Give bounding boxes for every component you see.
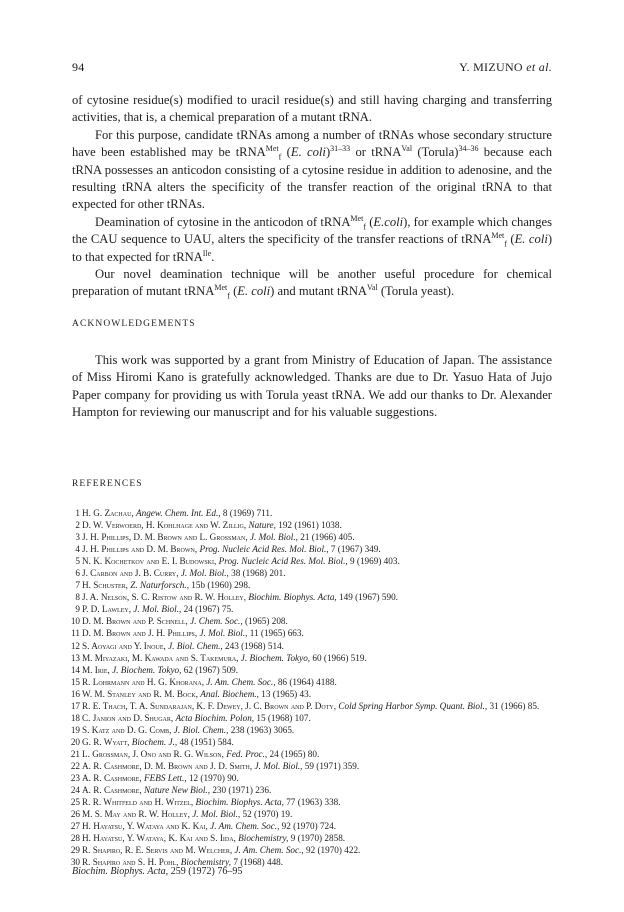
reference-number: 29	[70, 845, 80, 856]
body-paragraph-3: Deamination of cytosine in the anticodon of tRNA$^{Met}_f$ (E.coli), for example which changes the CAU sequence to UAU, alters the specificity of the transfer reactions of tRNA$^{Met}_f$ (E. coli) to that expected for tRNA$^{Ile}$.	[72, 213, 553, 264]
reference-number: 7	[75, 580, 80, 591]
reference-authors: P. D. Lawley,	[82, 604, 132, 615]
reference-number: 9	[75, 604, 80, 615]
reference-volume: 149 (1967) 590.	[336, 592, 398, 603]
reference-journal: Biochim. Biophys. Acta,	[195, 797, 284, 808]
reference-number: 1	[75, 508, 80, 518]
reference-journal: J. Biochem. Tokyo,	[112, 664, 182, 675]
reference-authors: D. M. Brown and P. Schnell,	[82, 616, 188, 627]
reference-number: 16	[70, 688, 80, 699]
reference-authors: S. Aoyagi and Y. Inoue,	[82, 640, 166, 651]
reference-journal: Prog. Nucleic Acid Res. Mol. Biol.,	[218, 556, 348, 567]
reference-authors: R. E. Thach, T. A. Sundarajan, K. F. Dewey, J. C. Brown and P. Doty,	[82, 700, 337, 711]
reference-item	[72, 676, 558, 688]
reference-journal: Biochim. Biophys. Acta,	[248, 592, 337, 603]
reference-item	[72, 844, 558, 856]
reference-volume: 21 (1966) 405.	[297, 532, 355, 543]
reference-number: 4	[75, 544, 80, 555]
journal-footer: Biochim. Biophys. Acta, 259 (1972) 76–95	[72, 866, 243, 877]
reference-journal: Nature New Biol.,	[144, 785, 211, 796]
reference-volume: 52 (1970) 19.	[240, 809, 293, 820]
reference-item	[72, 796, 558, 808]
reference-authors: M. Miyazaki, M. Kawada and S. Takemura,	[82, 652, 239, 663]
reference-item	[72, 640, 558, 652]
reference-authors: A. R. Cashmore,	[82, 785, 142, 796]
reference-authors: A. R. Cashmore, D. M. Brown and J. D. Smith,	[82, 760, 253, 771]
reference-journal: J. Mol. Biol.,	[254, 760, 303, 771]
reference-authors: H. Schuster,	[82, 580, 128, 591]
reference-volume: (1965) 208.	[242, 616, 288, 627]
reference-journal: J. Mol. Biol.,	[133, 604, 182, 615]
reference-journal: Fed. Proc.,	[226, 748, 268, 759]
reference-volume: 60 (1966) 519.	[310, 652, 367, 663]
reference-journal: Z. Naturforsch.,	[130, 580, 189, 591]
reference-item	[72, 591, 558, 603]
reference-volume: 59 (1971) 359.	[302, 760, 360, 771]
reference-number: 23	[70, 773, 80, 784]
reference-number: 14	[70, 664, 80, 675]
reference-authors: H. Hayatsu, Y. Wataya and K. Kai,	[82, 821, 208, 832]
reference-number: 24	[70, 785, 80, 796]
reference-journal: Acta Biochim. Polon,	[175, 712, 255, 723]
reference-journal: J. Biochem. Tokyo,	[240, 652, 311, 663]
reference-item	[72, 688, 558, 700]
reference-number: 27	[70, 821, 80, 832]
reference-journal: Prog. Nucleic Acid Res. Mol. Biol.,	[199, 544, 329, 555]
reference-authors: H. Hayatsu, Y. Wataya, K. Kai and S. Iida,	[82, 833, 236, 844]
reference-volume: 92 (1970) 422.	[303, 845, 361, 856]
reference-journal: J. Biol. Chem.,	[173, 724, 229, 735]
reference-volume: 238 (1963) 3065.	[228, 724, 295, 735]
reference-authors: M. Irie,	[82, 664, 110, 675]
reference-journal: FEBS Lett.,	[144, 773, 187, 784]
reference-journal: J. Am. Chem. Soc.,	[206, 676, 276, 687]
reference-item	[72, 519, 558, 531]
body-paragraph-4: Our novel deamination technique will be another useful procedure for chemical preparation of mutant tRNA$^{Met}_f$ (E. coli) and mutant tRNA$^{Val}$ (Torula yeast).	[72, 267, 552, 301]
reference-item	[72, 712, 558, 724]
reference-volume: 31 (1966) 85.	[487, 700, 540, 711]
reference-authors: J. Carbon and J. B. Curry,	[82, 568, 179, 579]
reference-volume: 24 (1965) 80.	[267, 748, 320, 759]
reference-number: 12	[70, 640, 80, 651]
reference-journal: Anal. Biochem.,	[200, 688, 259, 699]
reference-authors: C. Janion and D. Shugar,	[82, 712, 174, 723]
reference-volume: 7 (1967) 349.	[328, 544, 381, 555]
reference-authors: L. Grossman, J. Ono and R. G. Wilson,	[82, 748, 224, 759]
reference-item	[72, 615, 558, 627]
reference-journal: J. Am. Chem. Soc.,	[234, 845, 304, 856]
reference-volume: 8 (1969) 711.	[220, 508, 273, 518]
reference-volume: 192 (1961) 1038.	[275, 520, 342, 531]
reference-item	[72, 664, 558, 676]
reference-authors: R. R. Whitfeld and H. Witzel,	[82, 797, 194, 808]
reference-item	[72, 772, 558, 784]
reference-number: 19	[70, 724, 80, 735]
reference-number: 21	[70, 748, 80, 759]
reference-volume: 12 (1970) 90.	[186, 773, 239, 784]
acknowledgements-heading: ACKNOWLEDGEMENTS	[72, 319, 196, 329]
body-paragraph-1: of cytosine residue(s) modified to uracil residue(s) and still having charging and transferring activities, that is, a chemical preparation of a mutant tRNA.	[72, 93, 552, 125]
reference-authors: J. H. Phillips and D. M. Brown,	[82, 544, 198, 555]
reference-item	[72, 820, 558, 832]
reference-number: 8	[75, 592, 80, 603]
reference-list	[72, 507, 558, 868]
reference-number: 11	[71, 628, 80, 639]
reference-number: 13	[70, 652, 80, 663]
references-heading: REFERENCES	[72, 479, 143, 489]
reference-volume: 7 (1968) 448.	[231, 857, 284, 868]
reference-journal: Cold Spring Harbor Symp. Quant. Biol.,	[338, 700, 488, 711]
reference-item	[72, 784, 558, 796]
reference-volume: 230 (1971) 236.	[210, 785, 272, 796]
reference-volume: 86 (1964) 4188.	[275, 676, 337, 687]
reference-authors: N. K. Kochetkov and E. I. Budowski,	[82, 556, 217, 567]
reference-volume: 9 (1970) 2858.	[288, 833, 346, 844]
reference-journal: J. Biol. Chem.,	[168, 640, 223, 651]
reference-item	[72, 579, 558, 591]
body-text	[72, 92, 552, 301]
reference-number: 5	[75, 556, 80, 567]
reference-number: 28	[70, 833, 80, 844]
reference-item	[72, 555, 558, 567]
reference-journal: Angew. Chem. Int. Ed.,	[136, 508, 221, 518]
reference-item	[72, 531, 558, 543]
reference-journal: J. Am. Chem. Soc.,	[210, 821, 280, 832]
reference-volume: 24 (1967) 75.	[181, 604, 234, 615]
reference-volume: 11 (1965) 663.	[247, 628, 304, 639]
reference-number: 18	[70, 712, 80, 723]
reference-number: 30	[70, 857, 80, 868]
reference-journal: Biochemistry,	[180, 857, 232, 868]
running-author: Y. MIZUNO et al.	[459, 60, 552, 74]
page-number: 94	[72, 60, 85, 74]
reference-item	[72, 808, 558, 820]
reference-number: 17	[70, 700, 80, 711]
reference-volume: 15b (1960) 298.	[189, 580, 251, 591]
reference-number: 25	[70, 797, 80, 808]
reference-volume: 243 (1968) 514.	[222, 640, 284, 651]
reference-journal: Biochemistry,	[238, 833, 289, 844]
reference-journal: Nature,	[248, 520, 276, 531]
reference-authors: W. M. Stanley and R. M. Bock,	[82, 688, 198, 699]
reference-item	[72, 543, 558, 555]
reference-journal: J. Mol. Biol.,	[180, 568, 229, 579]
reference-volume: 38 (1968) 201.	[228, 568, 286, 579]
reference-volume: 62 (1967) 509.	[181, 664, 239, 675]
reference-item	[72, 832, 558, 844]
reference-journal: J. Mol. Biol.,	[249, 532, 298, 543]
reference-authors: D. W. Verwoerd, H. Kohlhage and W. Zillig,	[82, 520, 247, 531]
reference-authors: S. Katz and D. G. Comb,	[82, 724, 172, 735]
reference-journal: Biochem. J.,	[131, 736, 178, 747]
reference-volume: 9 (1969) 403.	[347, 556, 400, 567]
reference-item	[72, 507, 558, 519]
reference-item	[72, 603, 558, 615]
reference-volume: 15 (1968) 107.	[254, 712, 311, 723]
reference-number: 26	[70, 809, 80, 820]
reference-number: 20	[70, 736, 80, 747]
reference-item	[72, 748, 558, 760]
reference-item	[72, 700, 558, 712]
running-head	[72, 60, 552, 76]
reference-item	[72, 736, 558, 748]
reference-number: 15	[70, 676, 80, 687]
reference-item	[72, 567, 558, 579]
reference-authors: J. A. Nelson, S. C. Ristow and R. W. Holley,	[82, 592, 247, 603]
reference-authors: J. H. Phillips, D. M. Brown and L. Grossman,	[82, 532, 248, 543]
reference-volume: 92 (1970) 724.	[279, 821, 337, 832]
reference-journal: J. Mol. Biol.,	[192, 809, 241, 820]
body-paragraph-2: For this purpose, candidate tRNAs among a number of tRNAs whose secondary structure have been established may be tRNA$^{Met}_f$ (E. coli)$^{31-33}$ or tRNA$^{Val}$ (Torula)$^{34-36}$ because each tRNA possesses an anticodon consisting of a cytosine residue in addition to adenosine, and the resulting tRNA alters the specificity of the transfer reaction of the original tRNA to that expected for other tRNAs.	[72, 127, 553, 212]
reference-authors: D. M. Brown and J. H. Phillips,	[82, 628, 198, 639]
reference-authors: G. R. Wyatt,	[82, 736, 130, 747]
reference-number: 6	[75, 568, 80, 579]
reference-item	[72, 652, 558, 664]
reference-number: 22	[70, 760, 80, 771]
reference-item	[72, 760, 558, 772]
reference-number: 2	[75, 520, 80, 531]
acknowledgements-text: This work was supported by a grant from Ministry of Education of Japan. The assistance of Miss Hiromi Kano is gratefully acknowledged. Thanks are due to Dr. Yasuo Hata of Jujo Paper company for providing us with Torula yeast tRNA. We add our thanks to Dr. Alexander Hampton for reviewing our manuscript and for his valuable suggestions.	[72, 353, 552, 420]
reference-volume: 77 (1963) 338.	[283, 797, 341, 808]
reference-item	[72, 627, 558, 639]
reference-journal: J. Chem. Soc.,	[190, 616, 243, 627]
reference-authors: A. R. Cashmore,	[82, 773, 142, 784]
reference-authors: H. G. Zachau,	[82, 508, 134, 518]
reference-volume: 48 (1951) 584.	[177, 736, 234, 747]
reference-authors: R. Lohrmann and H. G. Khorana,	[82, 676, 204, 687]
reference-authors: R. Shapiro, R. E. Servis and M. Welcher,	[82, 845, 233, 856]
reference-authors: R. Shapiro and S. H. Pohl,	[82, 857, 179, 868]
reference-item	[72, 724, 558, 736]
reference-journal: J. Mol. Biol.,	[199, 628, 248, 639]
reference-number: 3	[75, 532, 80, 543]
reference-number: 10	[70, 616, 80, 627]
reference-authors: M. S. May and R. W. Holley,	[82, 809, 190, 820]
reference-volume: 13 (1965) 43.	[258, 688, 312, 699]
